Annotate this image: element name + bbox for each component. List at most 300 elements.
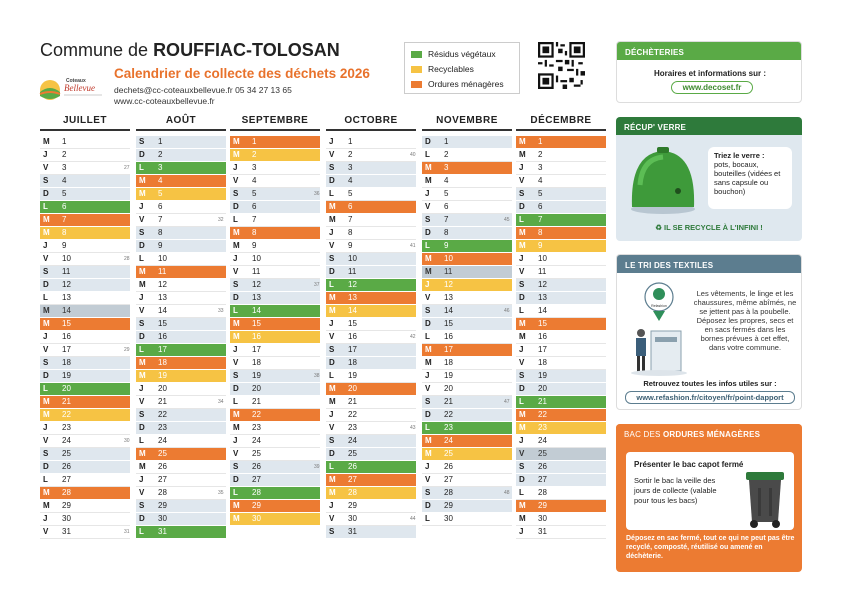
- day-row: [230, 266, 320, 279]
- weekday-letter: M: [139, 371, 146, 380]
- day-number: 27: [538, 475, 547, 484]
- day-row: [230, 448, 320, 461]
- weekday-letter: S: [425, 306, 431, 315]
- recycle-infini-text: ♻ IL SE RECYCLE À L'INFINI !: [655, 223, 763, 232]
- weekday-letter: M: [425, 449, 432, 458]
- weekday-letter: M: [519, 319, 526, 328]
- weekday-letter: M: [519, 241, 526, 250]
- day-row: [124, 344, 226, 357]
- day-row: [136, 370, 226, 383]
- day-number: 2: [444, 150, 449, 159]
- day-row: [136, 487, 226, 500]
- weekday-letter: M: [329, 293, 336, 302]
- day-row: [422, 383, 512, 396]
- day-row: [516, 279, 606, 292]
- weekday-letter: V: [519, 449, 525, 458]
- weekday-letter: D: [43, 462, 49, 471]
- day-row: [326, 357, 416, 370]
- day-number: 17: [444, 345, 453, 354]
- day-number: 7: [348, 215, 353, 224]
- day-row: [136, 240, 226, 253]
- day-number: 2: [538, 150, 543, 159]
- day-row: [326, 500, 416, 513]
- weekday-letter: D: [139, 423, 145, 432]
- day-number: 13: [158, 293, 167, 302]
- day-number: 16: [444, 332, 453, 341]
- day-row: [218, 214, 320, 227]
- day-number: 12: [62, 280, 71, 289]
- day-row: [326, 435, 416, 448]
- day-row: [516, 240, 606, 253]
- weekday-letter: L: [329, 462, 334, 471]
- day-number: 21: [252, 397, 261, 406]
- weekday-letter: J: [329, 137, 334, 146]
- day-row: [422, 448, 512, 461]
- weekday-letter: J: [139, 384, 144, 393]
- month-header: AOÛT: [165, 115, 197, 126]
- weekday-letter: S: [233, 189, 239, 198]
- day-row: [314, 370, 416, 383]
- ordures-footer: Déposez en sac fermé, tout ce qui ne peut pas être recyclé, composté, réutilisé ou amené en déchèterie.: [626, 535, 795, 560]
- weekday-letter: L: [139, 527, 144, 536]
- weekday-letter: M: [425, 163, 432, 172]
- weekday-letter: V: [329, 332, 335, 341]
- day-row: [40, 201, 130, 214]
- day-row: [40, 383, 130, 396]
- day-number: 7: [62, 215, 67, 224]
- day-row: [314, 279, 416, 292]
- weekday-letter: V: [233, 267, 239, 276]
- weekday-letter: S: [329, 163, 335, 172]
- day-row: [326, 253, 416, 266]
- weekday-letter: S: [43, 176, 49, 185]
- day-row: [516, 461, 606, 474]
- day-row: [422, 279, 512, 292]
- day-number: 8: [444, 228, 449, 237]
- day-row: [326, 526, 416, 539]
- day-row: [422, 435, 512, 448]
- day-row: [516, 448, 606, 461]
- day-row: [40, 344, 130, 357]
- day-number: 26: [348, 462, 357, 471]
- day-row: [124, 162, 226, 175]
- day-row: [422, 487, 512, 500]
- weekday-letter: J: [233, 163, 238, 172]
- svg-text:Coteaux: Coteaux: [66, 78, 86, 84]
- day-number: 8: [348, 228, 353, 237]
- weekday-letter: S: [43, 358, 49, 367]
- legend-item-residus: Résidus végétaux: [411, 49, 496, 59]
- month-column: [504, 115, 606, 539]
- day-row: [40, 448, 130, 461]
- weekday-letter: M: [519, 410, 526, 419]
- weekday-letter: V: [425, 202, 431, 211]
- weekday-letter: D: [519, 293, 525, 302]
- weekday-letter: D: [425, 137, 431, 146]
- day-number: 23: [348, 423, 357, 432]
- month-divider: [230, 129, 320, 131]
- day-number: 4: [252, 176, 257, 185]
- weekday-letter: V: [139, 488, 145, 497]
- day-number: 21: [538, 397, 547, 406]
- day-number: 7: [444, 215, 449, 224]
- recup-verre-panel: [616, 117, 802, 241]
- day-row: [40, 162, 130, 175]
- day-row: [326, 214, 416, 227]
- weekday-letter: S: [425, 488, 431, 497]
- week-number: 48: [504, 490, 510, 496]
- green-swatch-icon: [411, 51, 422, 58]
- weekday-letter: J: [519, 527, 524, 536]
- qr-code-icon[interactable]: [538, 42, 585, 89]
- weekday-letter: M: [519, 150, 526, 159]
- weekday-letter: M: [233, 332, 240, 341]
- refashion-link[interactable]: www.refashion.fr/citoyen/fr/point-dapport: [625, 391, 795, 404]
- week-number: 43: [410, 425, 416, 431]
- weekday-letter: L: [425, 514, 430, 523]
- day-row: [326, 318, 416, 331]
- week-number: 45: [504, 217, 510, 223]
- day-row: [136, 396, 226, 409]
- day-number: 25: [538, 449, 547, 458]
- month-divider: [422, 129, 512, 131]
- day-number: 10: [62, 254, 71, 263]
- weekday-letter: D: [425, 501, 431, 510]
- day-number: 24: [62, 436, 71, 445]
- day-row: [422, 409, 512, 422]
- day-row: [516, 253, 606, 266]
- day-number: 28: [252, 488, 261, 497]
- day-row: [516, 292, 606, 305]
- day-number: 7: [158, 215, 163, 224]
- website-link[interactable]: www.cc-coteauxbellevue.fr: [114, 96, 215, 106]
- day-row: [230, 188, 320, 201]
- day-number: 17: [538, 345, 547, 354]
- day-number: 14: [158, 306, 167, 315]
- day-row: [136, 227, 226, 240]
- day-number: 31: [538, 527, 547, 536]
- day-number: 12: [252, 280, 261, 289]
- weekday-letter: V: [43, 345, 49, 354]
- day-row: [136, 318, 226, 331]
- day-number: 30: [348, 514, 357, 523]
- day-row: [326, 201, 416, 214]
- weekday-letter: S: [139, 319, 145, 328]
- textiles-text: Les vêtements, le linge et les chaussures, même abîmés, ne se jettent pas à la poubelle. Déposez les propres, secs et en sacs fermés dans les bornes prévues à cet effet, dans votre commune.: [693, 289, 797, 352]
- day-number: 11: [348, 267, 357, 276]
- day-row: [422, 396, 512, 409]
- legend: [404, 42, 520, 94]
- day-number: 22: [158, 410, 167, 419]
- day-row: [230, 331, 320, 344]
- day-number: 12: [158, 280, 167, 289]
- day-number: 12: [538, 280, 547, 289]
- day-number: 18: [252, 358, 261, 367]
- day-number: 8: [158, 228, 163, 237]
- day-number: 25: [444, 449, 453, 458]
- day-row: [218, 396, 320, 409]
- week-number: 33: [218, 308, 224, 314]
- day-row: [326, 396, 416, 409]
- day-number: 26: [158, 462, 167, 471]
- day-number: 22: [348, 410, 357, 419]
- decoset-link[interactable]: www.decoset.fr: [671, 81, 753, 94]
- day-row: [230, 435, 320, 448]
- weekday-letter: S: [139, 228, 145, 237]
- day-number: 13: [348, 293, 357, 302]
- day-row: [136, 136, 226, 149]
- day-row: [410, 513, 512, 526]
- day-number: 11: [538, 267, 547, 276]
- weekday-letter: D: [329, 449, 335, 458]
- month-column: [314, 115, 416, 539]
- weekday-letter: D: [139, 241, 145, 250]
- weekday-letter: V: [329, 423, 335, 432]
- weekday-letter: L: [233, 306, 238, 315]
- weekday-letter: L: [329, 280, 334, 289]
- day-number: 1: [62, 137, 67, 146]
- weekday-letter: D: [233, 384, 239, 393]
- weekday-letter: D: [425, 319, 431, 328]
- day-number: 24: [158, 436, 167, 445]
- weekday-letter: L: [233, 397, 238, 406]
- weekday-letter: L: [329, 371, 334, 380]
- day-row: [516, 318, 606, 331]
- day-number: 25: [348, 449, 357, 458]
- weekday-letter: D: [519, 475, 525, 484]
- weekday-letter: J: [139, 293, 144, 302]
- day-number: 24: [252, 436, 261, 445]
- weekday-letter: J: [43, 332, 48, 341]
- day-number: 5: [62, 189, 67, 198]
- day-number: 14: [348, 306, 357, 315]
- weekday-letter: V: [425, 384, 431, 393]
- day-number: 31: [62, 527, 71, 536]
- day-number: 20: [444, 384, 453, 393]
- weekday-letter: J: [43, 150, 48, 159]
- day-row: [136, 461, 226, 474]
- day-row: [516, 474, 606, 487]
- weekday-letter: J: [233, 436, 238, 445]
- glass-container-icon: [626, 145, 700, 217]
- month-divider: [40, 129, 130, 131]
- day-number: 5: [348, 189, 353, 198]
- weekday-letter: M: [425, 267, 432, 276]
- day-row: [40, 305, 130, 318]
- weekday-letter: M: [425, 345, 432, 354]
- day-row: [40, 292, 130, 305]
- day-number: 28: [62, 488, 71, 497]
- weekday-letter: M: [519, 228, 526, 237]
- day-number: 10: [538, 254, 547, 263]
- day-number: 26: [538, 462, 547, 471]
- day-row: [516, 162, 606, 175]
- weekday-letter: V: [519, 176, 525, 185]
- weekday-letter: S: [43, 267, 49, 276]
- day-row: [40, 409, 130, 422]
- weekday-letter: M: [233, 501, 240, 510]
- weekday-letter: J: [425, 280, 430, 289]
- day-number: 9: [158, 241, 163, 250]
- day-row: [218, 487, 320, 500]
- weekday-letter: M: [425, 436, 432, 445]
- weekday-letter: D: [233, 475, 239, 484]
- day-number: 11: [444, 267, 453, 276]
- day-row: [516, 435, 606, 448]
- month-column: [40, 115, 130, 539]
- day-row: [516, 201, 606, 214]
- day-row: [410, 240, 512, 253]
- weekday-letter: M: [139, 358, 146, 367]
- weekday-letter: M: [519, 423, 526, 432]
- month-header: SEPTEMBRE: [241, 115, 309, 126]
- day-number: 15: [158, 319, 167, 328]
- month-divider: [136, 129, 226, 131]
- day-row: [136, 331, 226, 344]
- day-number: 21: [348, 397, 357, 406]
- weekday-letter: M: [329, 475, 336, 484]
- day-number: 18: [444, 358, 453, 367]
- day-row: [40, 227, 130, 240]
- day-row: [326, 227, 416, 240]
- week-number: 31: [124, 529, 130, 535]
- verre-bubble: Triez le verre : pots, bocaux, bouteilles (vidées et sans capsule ou bouchon): [708, 147, 792, 209]
- day-number: 11: [158, 267, 167, 276]
- day-number: 23: [444, 423, 453, 432]
- day-row: [40, 214, 130, 227]
- weekday-letter: M: [139, 189, 146, 198]
- ordures-card: Présenter le bac capot fermé Sortir le bac la veille des jours de collecte (valable pour tous les bacs): [626, 452, 794, 530]
- textiles-panel: [616, 254, 802, 410]
- weekday-letter: S: [329, 345, 335, 354]
- day-row: [422, 318, 512, 331]
- day-number: 26: [444, 462, 453, 471]
- weekday-letter: V: [43, 527, 49, 536]
- day-number: 16: [158, 332, 167, 341]
- day-row: [230, 344, 320, 357]
- day-number: 27: [158, 475, 167, 484]
- day-row: [422, 370, 512, 383]
- day-row: [504, 487, 606, 500]
- day-number: 16: [252, 332, 261, 341]
- weekday-letter: S: [519, 280, 525, 289]
- day-number: 24: [348, 436, 357, 445]
- day-number: 1: [348, 137, 353, 146]
- day-number: 1: [444, 137, 449, 146]
- weekday-letter: M: [425, 176, 432, 185]
- weekday-letter: D: [329, 358, 335, 367]
- day-row: [136, 474, 226, 487]
- weekday-letter: S: [329, 436, 335, 445]
- day-row: [218, 305, 320, 318]
- day-row: [230, 409, 320, 422]
- day-row: [410, 331, 512, 344]
- week-number: 46: [504, 308, 510, 314]
- day-number: 14: [62, 306, 71, 315]
- day-number: 13: [62, 293, 71, 302]
- weekday-letter: M: [233, 514, 240, 523]
- weekday-letter: M: [139, 176, 146, 185]
- svg-text:Bellevue: Bellevue: [64, 83, 95, 93]
- day-number: 3: [158, 163, 163, 172]
- day-row: [422, 253, 512, 266]
- day-number: 25: [252, 449, 261, 458]
- day-number: 14: [538, 306, 547, 315]
- weekday-letter: M: [139, 267, 146, 276]
- day-number: 17: [158, 345, 167, 354]
- day-number: 28: [348, 488, 357, 497]
- day-row: [40, 396, 130, 409]
- day-row: [40, 149, 130, 162]
- day-row: [516, 357, 606, 370]
- day-row: [516, 344, 606, 357]
- weekday-letter: M: [519, 501, 526, 510]
- day-row: [136, 214, 226, 227]
- day-row: [422, 201, 512, 214]
- day-number: 4: [444, 176, 449, 185]
- day-row: [516, 331, 606, 344]
- day-number: 19: [538, 371, 547, 380]
- weekday-letter: M: [43, 488, 50, 497]
- day-number: 7: [538, 215, 543, 224]
- day-number: 27: [62, 475, 71, 484]
- weekday-letter: D: [43, 189, 49, 198]
- day-row: [230, 422, 320, 435]
- day-row: [136, 175, 226, 188]
- day-number: 6: [444, 202, 449, 211]
- textiles-more-text: Retrouvez toutes les infos utiles sur :: [643, 379, 777, 388]
- day-number: 13: [538, 293, 547, 302]
- day-row: [326, 175, 416, 188]
- day-number: 9: [252, 241, 257, 250]
- weekday-letter: J: [425, 371, 430, 380]
- day-row: [326, 513, 416, 526]
- month-column: [124, 115, 226, 539]
- day-row: [422, 474, 512, 487]
- day-row: [326, 331, 416, 344]
- day-row: [40, 422, 130, 435]
- day-row: [136, 266, 226, 279]
- day-row: [516, 513, 606, 526]
- day-number: 3: [538, 163, 543, 172]
- day-number: 2: [348, 150, 353, 159]
- day-number: 4: [62, 176, 67, 185]
- day-row: [422, 227, 512, 240]
- day-row: [230, 227, 320, 240]
- textiles-title: LE TRI DES TEXTILES: [617, 255, 801, 273]
- weekday-letter: L: [519, 306, 524, 315]
- weekday-letter: V: [139, 397, 145, 406]
- day-row: [40, 136, 130, 149]
- day-number: 27: [252, 475, 261, 484]
- day-row: [136, 305, 226, 318]
- day-row: [230, 279, 320, 292]
- weekday-letter: L: [425, 332, 430, 341]
- day-row: [422, 305, 512, 318]
- weekday-letter: J: [519, 254, 524, 263]
- weekday-letter: D: [425, 228, 431, 237]
- weekday-letter: L: [519, 397, 524, 406]
- weekday-letter: D: [519, 384, 525, 393]
- weekday-letter: L: [425, 150, 430, 159]
- day-row: [136, 513, 226, 526]
- weekday-letter: S: [233, 371, 239, 380]
- weekday-letter: M: [519, 514, 526, 523]
- day-number: 28: [444, 488, 453, 497]
- day-number: 8: [252, 228, 257, 237]
- day-row: [422, 162, 512, 175]
- day-number: 11: [252, 267, 261, 276]
